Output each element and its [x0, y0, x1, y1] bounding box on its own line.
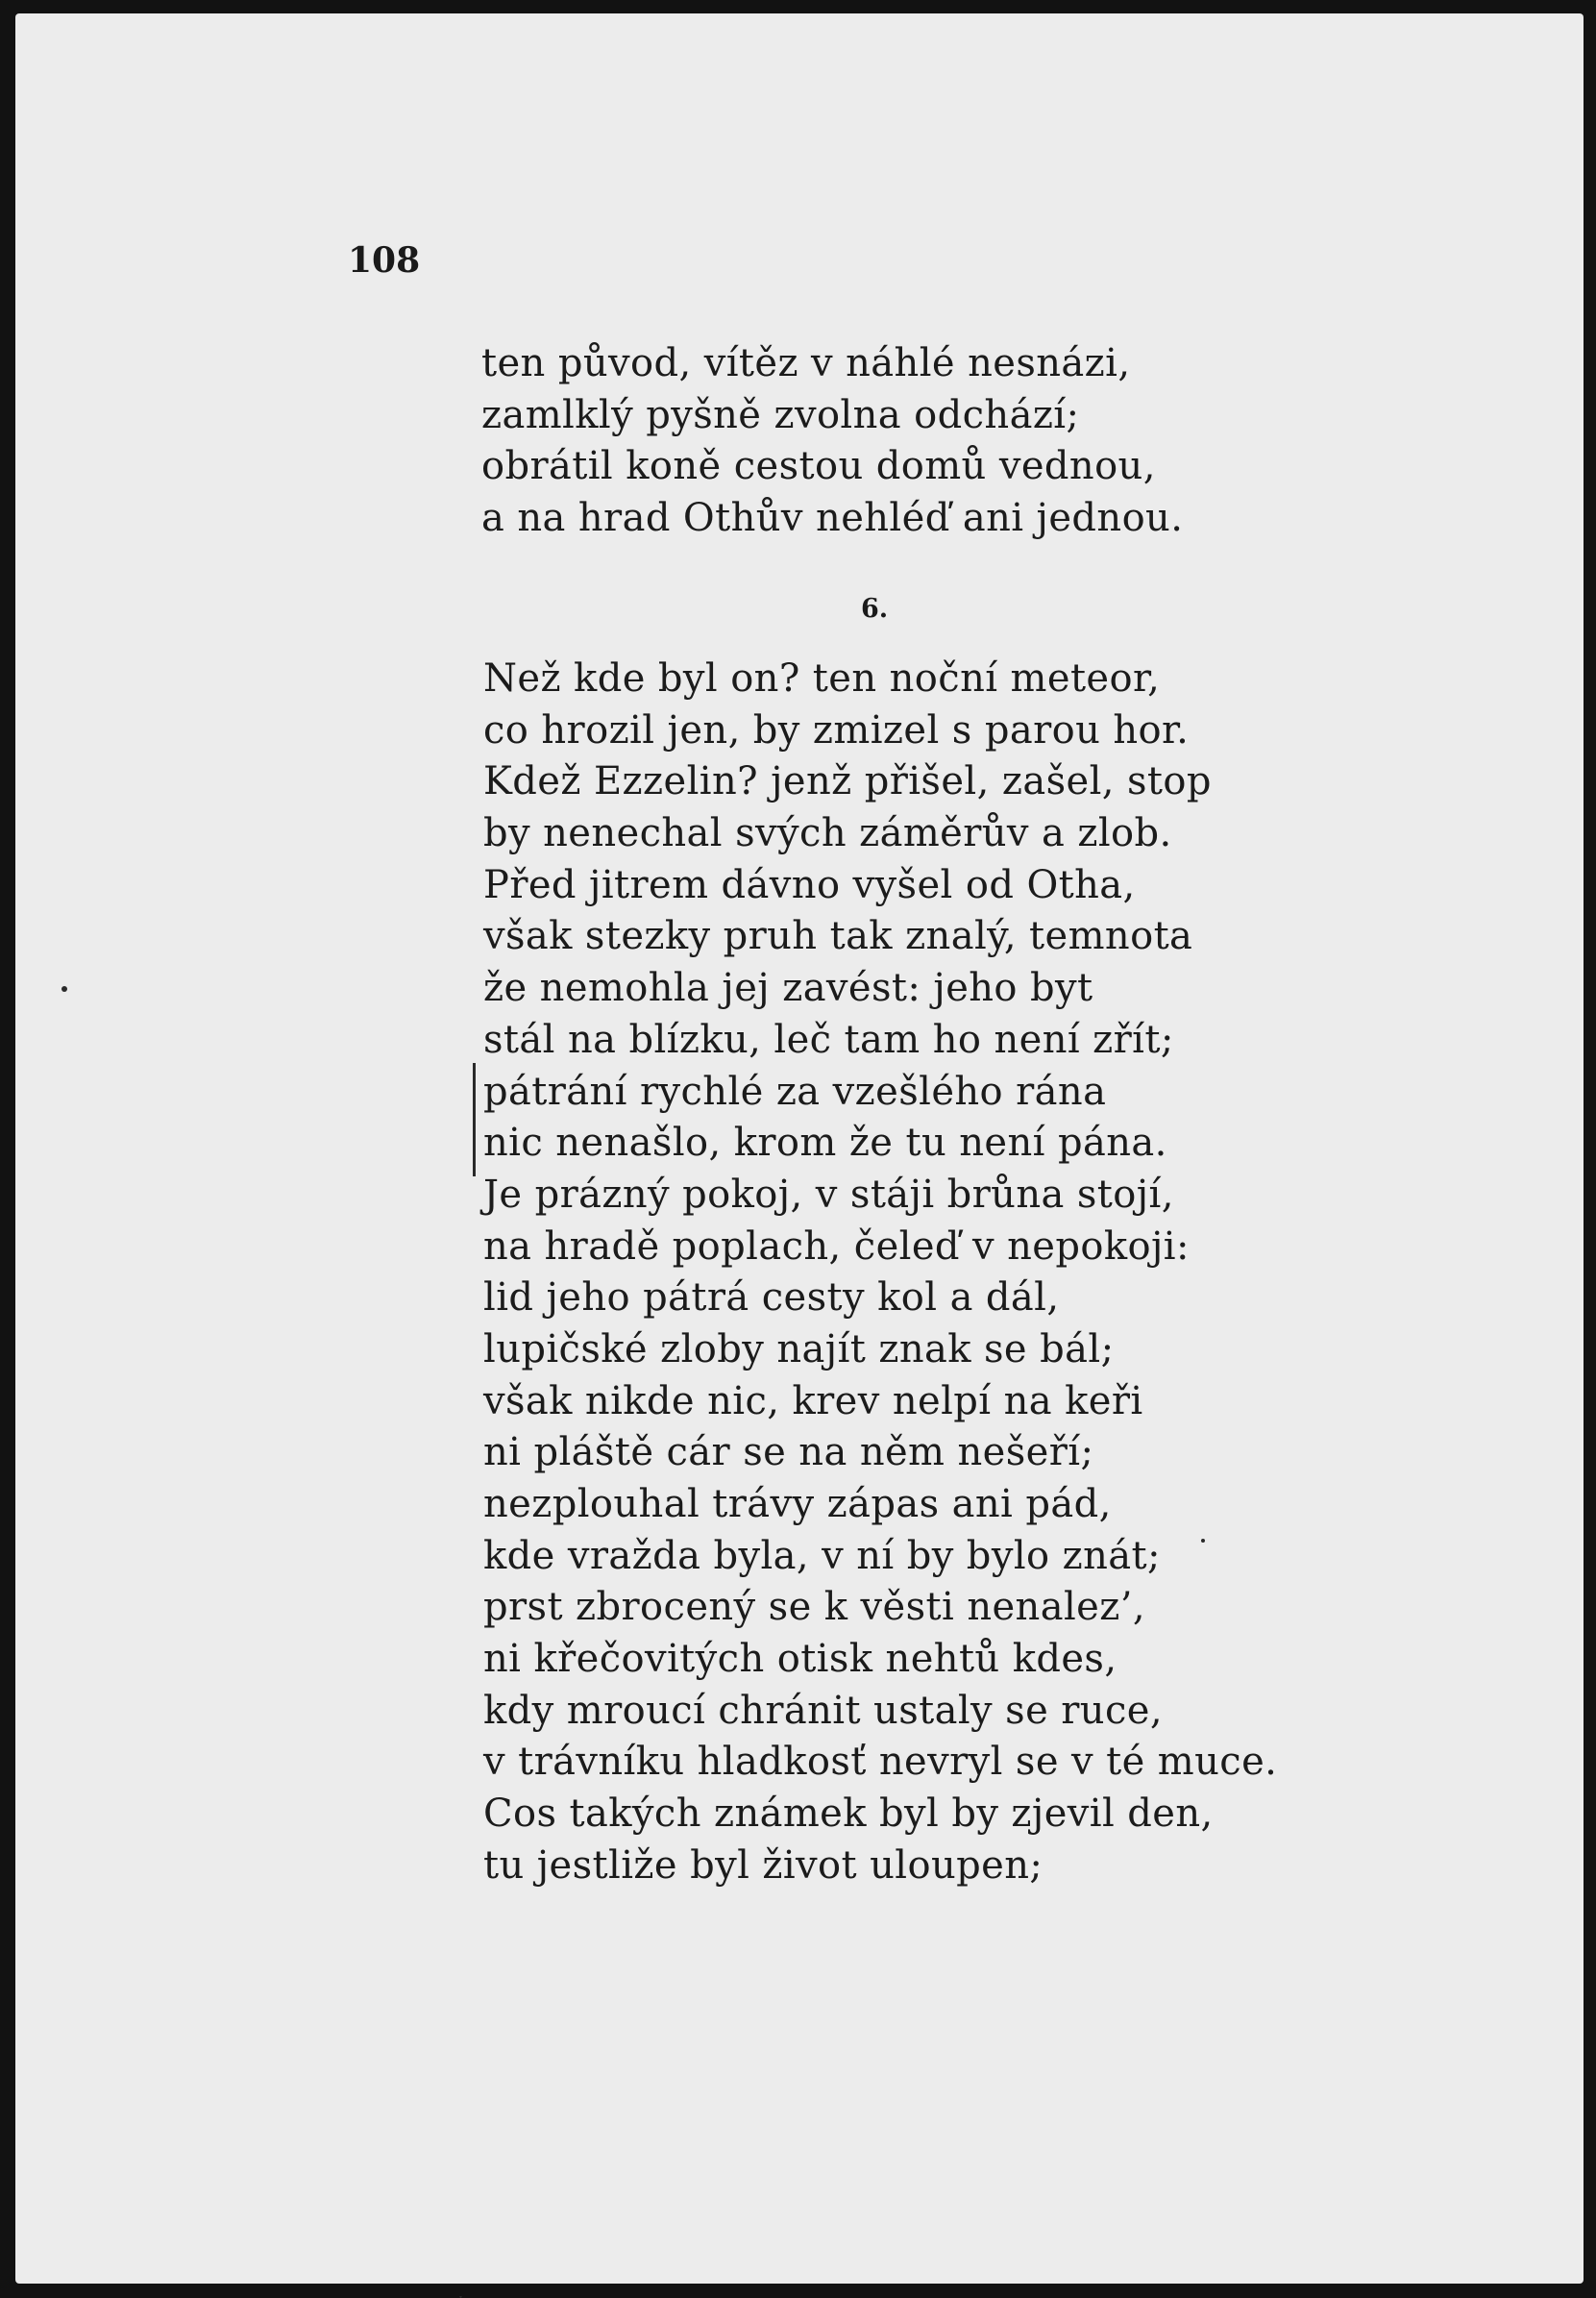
verse-line: v trávníku hladkosť nevryl se v té muce.	[483, 1740, 1278, 1785]
margin-mark	[473, 1063, 476, 1176]
verse-line: obrátil koně cestou domů vednou,	[481, 444, 1156, 489]
verse-line: ten původ, vítěz v náhlé nesnázi,	[481, 341, 1131, 385]
verse-line: ni pláště cár se na něm nešeří;	[483, 1430, 1094, 1475]
verse-line: Kdež Ezzelin? jenž přišel, zašel, stop	[483, 759, 1212, 804]
verse-line: a na hrad Othův nehléď ani jednou.	[481, 496, 1184, 541]
stanza-main	[483, 654, 1277, 1892]
verse-line: by nenechal svých záměrův a zlob.	[483, 811, 1172, 856]
verse-line: tu jestliže byl život uloupen;	[483, 1842, 1044, 1888]
section-number: 6.	[861, 594, 889, 624]
verse-line: nezplouhal trávy zápas ani pád,	[483, 1482, 1112, 1526]
scan-speck	[61, 986, 67, 992]
verse-line: stál na blízku, leč tam ho není zřít;	[483, 1017, 1174, 1062]
verse-line: Cos takých známek byl by zjevil den,	[483, 1791, 1214, 1837]
verse-line: lupičské zloby najít znak se bál;	[483, 1326, 1115, 1371]
verse-line: však stezky pruh tak znalý, temnota	[483, 914, 1193, 959]
verse-line: lid jeho pátrá cesty kol a dál,	[483, 1275, 1060, 1321]
verse-line: kde vražda byla, v ní by bylo znát;	[483, 1533, 1161, 1578]
verse-line: pátrání rychlé za vzešlého rána	[483, 1069, 1107, 1114]
stanza-top	[481, 338, 1183, 545]
verse-line: Před jitrem dávno vyšel od Otha,	[483, 862, 1136, 907]
verse-line: však nikde nic, krev nelpí na keři	[483, 1378, 1143, 1423]
verse-line: Než kde byl on? ten noční meteor,	[483, 656, 1161, 701]
page-number: 108	[348, 240, 421, 281]
verse-line: kdy mroucí chránit ustaly se ruce,	[483, 1688, 1163, 1733]
verse-line: nic nenašlo, krom že tu není pána.	[483, 1121, 1167, 1166]
verse-line: zamlklý pyšně zvolna odchází;	[481, 392, 1080, 437]
scan-bottom-edge	[15, 2284, 1584, 2296]
book-page	[15, 13, 1584, 2284]
verse-line: že nemohla jej zavést: jeho byt	[483, 966, 1093, 1011]
verse-line: na hradě poplach, čeleď v nepokoji:	[483, 1223, 1190, 1269]
verse-line: Je prázný pokoj, v stáji brůna stojí,	[483, 1172, 1174, 1217]
verse-line: prst zbrocený se k věsti nenalez’,	[483, 1585, 1145, 1630]
verse-line: ni křečovitých otisk nehtů kdes,	[483, 1637, 1117, 1682]
verse-line: co hrozil jen, by zmizel s parou hor.	[483, 707, 1190, 753]
scan-speck	[1201, 1539, 1205, 1543]
